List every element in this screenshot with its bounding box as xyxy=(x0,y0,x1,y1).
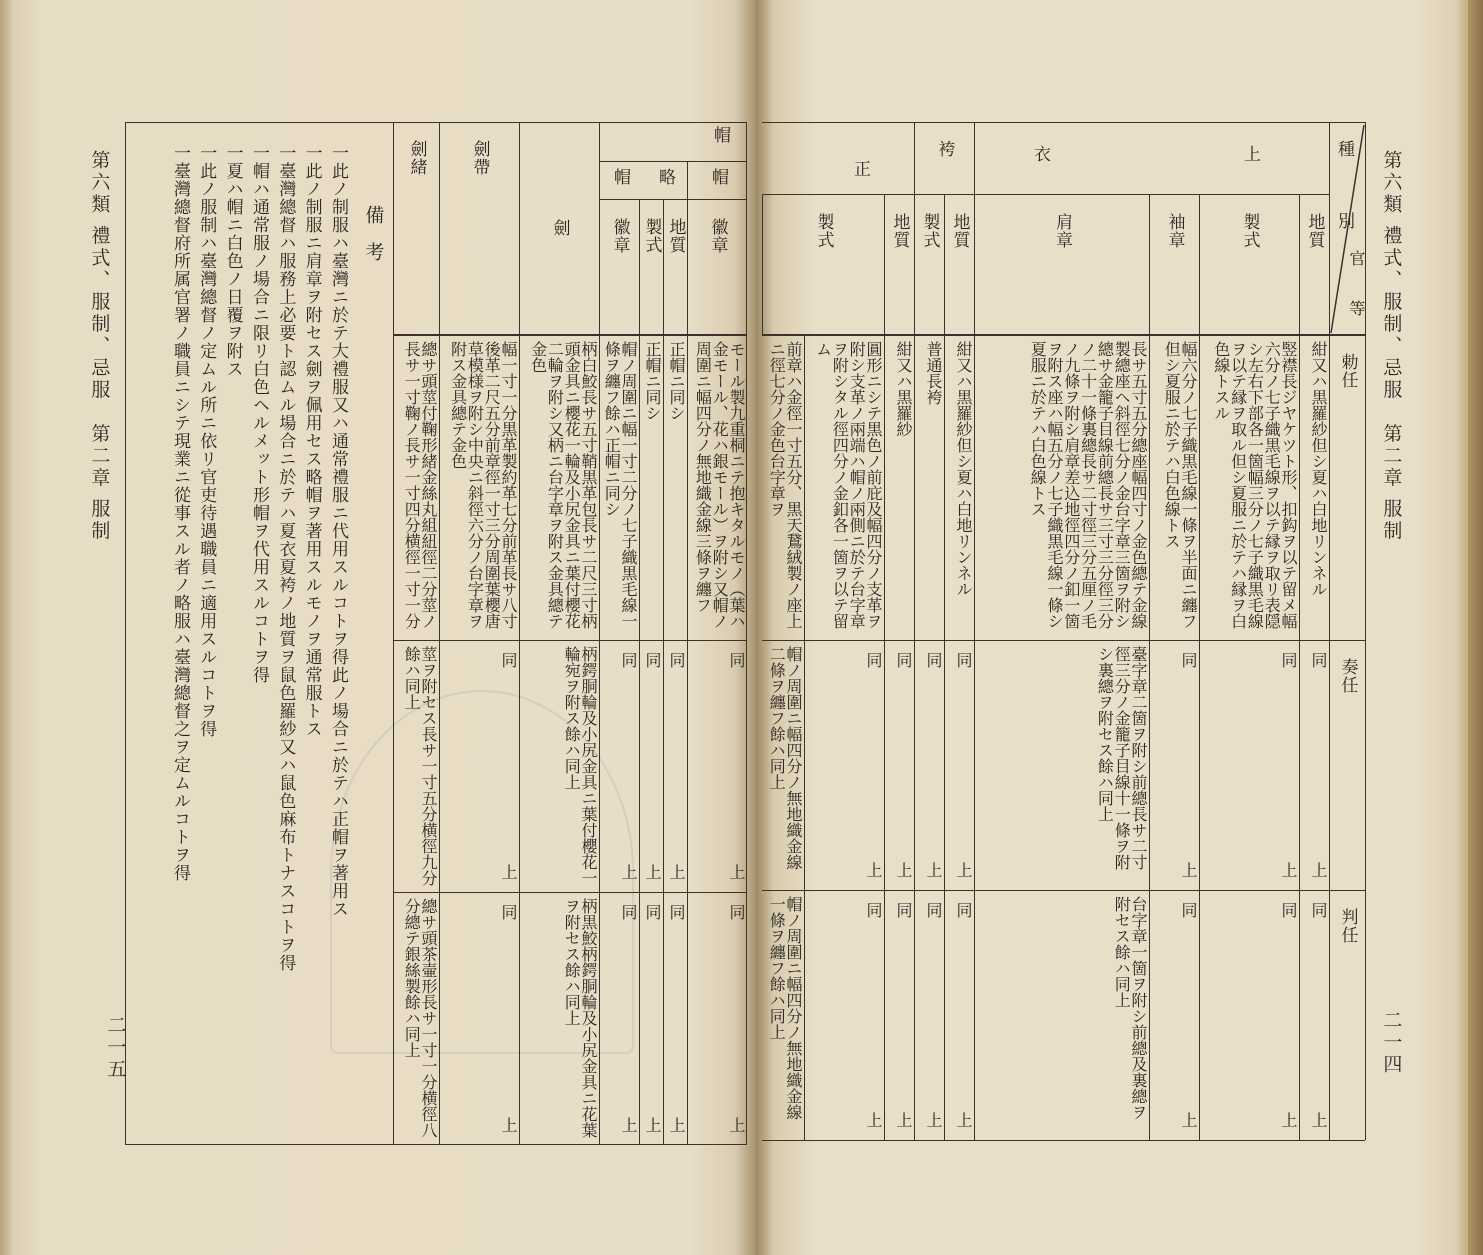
cell-cap-style-note: 前章ハ金徑一寸五分、黒天鵞絨製ノ座上ニ徑七分ノ金色台字章ヲ xyxy=(767,341,803,629)
rank-label-0-label: 勅任 xyxy=(1337,353,1358,389)
service-cap-header-char: 帽 xyxy=(610,168,631,186)
category-header-char: 種 xyxy=(1334,140,1355,158)
cell-service-material: 正帽ニ同シ xyxy=(663,335,687,640)
cell-cap-style-note: 帽ノ周圍ニ幅四分ノ無地織金線二條ヲ纏フ餘ハ同上 xyxy=(767,646,803,870)
cell-service-material: 同上 xyxy=(663,892,687,1145)
cell-sword-knot: 總サ頭莖付鞠形緒金絲丸組紐徑二分莖ノ長サ一寸鞠ノ長サ一寸四分横徑一寸一分 xyxy=(393,335,439,640)
cell-sword: 柄白鮫長サ五寸鞘黒革包長サ二尺三寸柄頭金具ニ櫻花一輪及小尻金具ニ葉付櫻花二輪ヲ附シ又柄ニ台字章ヲ附ス金具總テ金色 xyxy=(519,335,599,640)
header-jacket-material-label: 地質 xyxy=(1304,213,1325,249)
running-header: 第六類 禮式、服制、忌服 第二章 服制 xyxy=(88,150,111,543)
header-cap-badge-label: 徽章 xyxy=(707,218,728,254)
remark-item: 一臺灣總督府所属官署ノ職員ニシテ現業ニ從事スル者ノ略服ハ臺灣總督之ヲ定ムルコトヲ得 xyxy=(169,144,190,882)
cell-trousers-material: 同上 xyxy=(944,890,974,1140)
header-trousers-style-label: 製式 xyxy=(919,213,940,249)
cell-sword-belt: 同上 xyxy=(439,892,519,1145)
header-sword-knot-label: 劍緒 xyxy=(406,140,427,176)
remark-item: 一臺灣總督ハ服務上必要ト認ムル場合ニ於テハ夏衣夏袴ノ地質ヲ鼠色羅紗又ハ鼠色麻布トナスコトヲ得 xyxy=(275,144,296,972)
header-sword-label: 劍 xyxy=(549,219,570,237)
cell-trousers-style: 普通長袴 xyxy=(914,335,944,640)
remark-item: 一夏ハ帽ニ白色ノ日覆ヲ附ス xyxy=(222,144,243,378)
cell-jacket-style: 竪襟長ジヤケツト形、扣鈎ヲ以テ留メ幅六分ノ七子織黒毛線ヲ以テ縁ヲ取リ表隠シ左右下部各一箇幅三分ノ七子織黒毛線ヲ以テ縁ヲ取ル但シ夏服ニ於テハ縁ヲ白色線トスル xyxy=(1199,335,1299,640)
cell-sleeve-badge: 同上 xyxy=(1149,640,1199,890)
cell-cap-badge: 同上 xyxy=(687,640,747,892)
header-epaulette-label: 肩章 xyxy=(1052,213,1073,249)
running-header: 第六類 禮式、服制、忌服 第二章 服制 xyxy=(1380,150,1403,543)
cell-cap-style-note: 帽ノ周圍ニ幅四分ノ無地織金線一條ヲ纏フ餘ハ同上 xyxy=(767,896,803,1120)
jacket-header-char: 上 xyxy=(1240,145,1261,163)
header-service-style-label: 製式 xyxy=(641,218,662,254)
remark-item: 一帽ハ通常服ノ場合ニ限リ白色ヘルメット形帽ヲ代用スルコトヲ得 xyxy=(248,144,269,684)
rank-label-1-label: 奏任 xyxy=(1337,658,1358,694)
cell-cap-material: 紺又ハ黒羅紗 xyxy=(884,335,914,640)
cell-sleeve-badge: 同上 xyxy=(1149,890,1199,1140)
header-cap-style-label: 製式 xyxy=(813,213,834,249)
cell-jacket-material: 紺又ハ黒羅紗但シ夏ハ白地リンネル xyxy=(1299,335,1329,640)
remarks-title: 備考 xyxy=(362,205,385,279)
cell-sword-knot: 總サ頭茶壷形長サ一寸一分横徑八分總テ銀絲製餘ハ同上 xyxy=(393,892,439,1145)
rank-header-char: 等 xyxy=(1346,300,1366,317)
cell-service-badge: 同上 xyxy=(599,892,639,1145)
cell-trousers-style: 同上 xyxy=(914,640,944,890)
cell-service-badge: 同上 xyxy=(599,640,639,892)
cell-jacket-material: 同上 xyxy=(1299,890,1329,1140)
cell-sword: 柄鍔胴輪及小尻金具ニ葉付櫻花一輪宛ヲ附ス餘ハ同上 xyxy=(519,640,599,892)
remark-item: 一此ノ服制ハ臺灣總督ノ定ムル所ニ依リ官吏待遇職員ニ適用スルコトヲ得 xyxy=(196,144,217,738)
cell-service-style: 正帽ニ同シ xyxy=(639,335,663,640)
cell-trousers-material: 同上 xyxy=(944,640,974,890)
cell-cap-badge: 同上 xyxy=(687,892,747,1145)
cell-trousers-style: 同上 xyxy=(914,890,944,1140)
cell-service-material: 同上 xyxy=(663,640,687,892)
formal-cap-header-char: 帽 xyxy=(708,168,729,186)
remark-item: 一此ノ制服ハ臺灣ニ於テ大禮服又ハ通常禮服ニ代用スルコトヲ得此ノ場合ニ於テハ正帽ヲ著用ス xyxy=(328,144,348,918)
cell-sleeve-badge: 幅六分ノ七子織黒毛線一條ヲ半面ニ纏フ但シ夏服ニ於テハ白色線トス xyxy=(1149,335,1199,640)
category-header-char: 別 xyxy=(1334,212,1355,230)
cell-epaulette: 台字章一箇ヲ附シ前總及裏總ヲ附セス餘ハ同上 xyxy=(974,890,1149,1140)
cell-cap-style: 同上 xyxy=(804,640,884,890)
cell-sword-belt: 同上 xyxy=(439,640,519,892)
header-sleeve-badge-label: 袖章 xyxy=(1164,213,1185,249)
cell-cap-badge: モール製九重桐ニテ抱キタルモノ（葉ハ金モール、花ハ銀モール）ヲ附シ又帽ノ周圍ニ幅四分ノ無地織金線三條ヲ纏フ xyxy=(687,335,747,640)
service-cap-header-char: 略 xyxy=(655,168,676,186)
cell-service-style: 同上 xyxy=(639,640,663,892)
cell-sword-belt: 幅一寸一分黒革製約革七分前革長サ八寸後革二尺五分前章徑一寸三分周圍葉櫻唐草模様ヲ附シ中央ニ斜徑六分ノ台字章ヲ附ス金具總テ金色 xyxy=(439,335,519,640)
header-service-badge-label: 徽章 xyxy=(609,218,630,254)
cell-cap-material: 同上 xyxy=(884,890,914,1140)
header-jacket-style-label: 製式 xyxy=(1239,213,1260,249)
cell-epaulette: 長サ五寸五分總座幅四寸ノ金色總テ金線製總座ヘ斜徑七分ノ金台字章三箇ヲ附シ總サ金籠子目線前總長サ三寸三分徑三分ノ二十一條裏總長サ二寸徑三分五厘ノ毛ノ九條ヲ附シ肩章差込地徑四分ノ釦一箇ヲ附ス座ハ幅五分ノ七子織黒毛線一條シ夏服ニ於テハ白色線トス xyxy=(974,335,1149,640)
cell-cap-style: 圓形ニシテ黒色ノ前庇及幅四分ノ支革ヲ附シ支革ノ兩端ハ帽ノ兩側ニ於テ台字章ヲ附シタル徑四分ノ金釦各一箇ヲ以テ留ム xyxy=(804,335,884,640)
jacket-header-char: 衣 xyxy=(1030,145,1051,163)
cell-sword: 柄黒鮫柄鍔胴輪及小尻金具ニ花葉ヲ附セス餘ハ同上 xyxy=(519,892,599,1145)
cap-header-char: 帽 xyxy=(710,126,731,144)
page-number: 二一五 xyxy=(104,1015,127,1081)
cell-service-style: 同上 xyxy=(639,892,663,1145)
rank-label-2-label: 判任 xyxy=(1337,908,1358,944)
cell-jacket-style: 同上 xyxy=(1199,640,1299,890)
page-number: 二一四 xyxy=(1380,1010,1403,1076)
cell-cap-material: 同上 xyxy=(884,640,914,890)
formal-cap-header-char: 正 xyxy=(850,160,871,178)
trousers-header-label: 袴 xyxy=(934,140,955,158)
rank-header-char: 官 xyxy=(1346,250,1366,267)
header-cap-material-label: 地質 xyxy=(889,213,910,249)
cell-jacket-material: 同上 xyxy=(1299,640,1329,890)
header-sword-belt-label: 劍帶 xyxy=(469,140,490,176)
cell-trousers-material: 紺又ハ黒羅紗但シ夏ハ白地リンネル xyxy=(944,335,974,640)
cell-service-badge: 帽ノ周圍ニ幅一寸二分ノ七子織黒毛線一條ヲ纏フ餘ハ正帽ニ同シ xyxy=(599,335,639,640)
cell-jacket-style: 同上 xyxy=(1199,890,1299,1140)
header-service-material-label: 地質 xyxy=(665,218,686,254)
cell-epaulette: 臺字章二箇ヲ附シ前總長サ二寸徑三分ノ金籠子目線十一條ヲ附シ裏總ヲ附セス餘ハ同上 xyxy=(974,640,1149,890)
cell-cap-style: 同上 xyxy=(804,890,884,1140)
remark-item: 一此ノ制服ニ肩章ヲ附セス劍ヲ佩用セス略帽ヲ著用スルモノヲ通常服トス xyxy=(301,144,322,738)
header-trousers-material-label: 地質 xyxy=(949,213,970,249)
cell-sword-knot: 莖ヲ附セス長サ一寸五分横徑九分餘ハ同上 xyxy=(393,640,439,892)
